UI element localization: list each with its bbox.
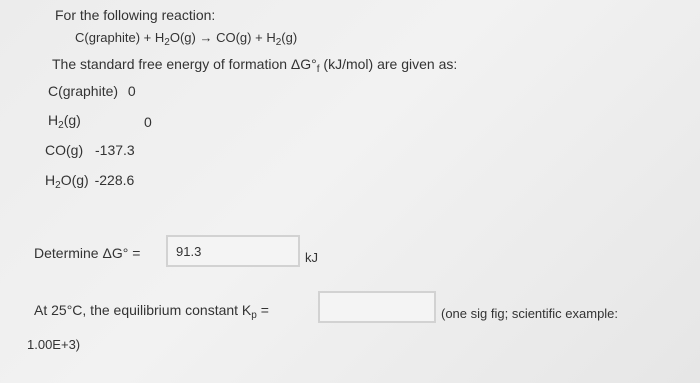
data-row — [45, 172, 135, 191]
delta-g-answer-input[interactable] — [166, 235, 300, 267]
reactant-water: $H_2O(g)$ — [154, 30, 196, 48]
intro-text: For the following reaction: — [55, 7, 216, 23]
species-label: $H_2O(g)$ — [45, 172, 89, 191]
product-hydrogen: $H_2(g)$ — [266, 30, 298, 48]
species-value: 0 — [127, 83, 136, 99]
species-label: C(graphite) — [48, 83, 119, 99]
kp-question-label: At 25°C, the equilibrium constant $K_p$ = — [34, 302, 269, 321]
species-label: CO(g) — [45, 142, 84, 158]
species-value: 0 — [144, 114, 152, 130]
species-value: -228.6 — [94, 172, 135, 188]
kp-format-hint-example: 1.00E+3) — [27, 337, 81, 352]
reactant-graphite: C(graphite) — [75, 30, 141, 45]
kp-answer-input[interactable] — [318, 291, 436, 323]
species-label: $H_2(g)$ — [48, 112, 81, 131]
reaction-equation — [75, 30, 298, 48]
given-sentence: The standard free energy of formation $\Delta G^\circ_f$ (kJ/mol) are given as: — [52, 56, 458, 75]
delta-g-formation-symbol: $\Delta G^\circ_f$ — [290, 56, 320, 75]
kp-format-hint: (one sig fig; scientific example: — [441, 306, 619, 321]
product-co: CO(g) — [216, 30, 252, 45]
delta-g-unit: kJ — [305, 250, 318, 265]
delta-g-question-label: Determine ΔG° = — [34, 245, 141, 261]
plus-sign: + — [255, 30, 263, 45]
plus-sign: + — [143, 30, 152, 45]
data-row — [45, 142, 135, 158]
reaction-arrow: → — [199, 30, 213, 45]
data-row — [48, 83, 136, 99]
species-value: -137.3 — [95, 142, 135, 158]
